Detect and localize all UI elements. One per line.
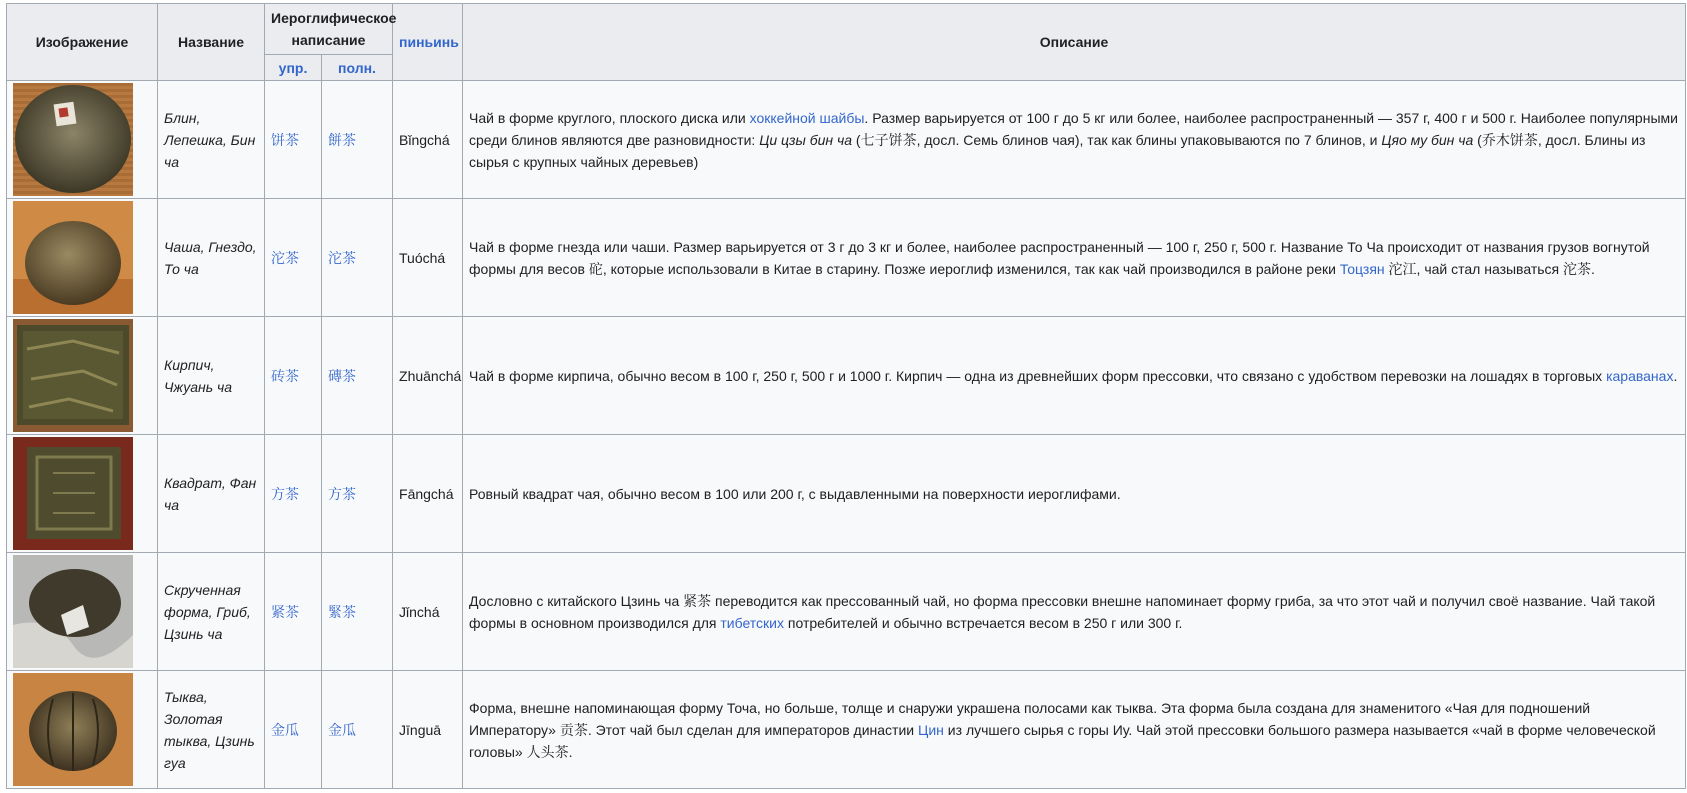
round-disc-tea-photo[interactable] xyxy=(13,83,133,196)
hockey-puck-link[interactable]: хоккейной шайбы xyxy=(749,109,865,126)
table-row xyxy=(7,435,1686,553)
desc-text: Дословно с китайского Цзинь ча 紧茶 переводится как прессованный чай, но форма прессовки внешне напоминает форму гриба, за что этот чай и получил своё название. Чай такой формы в основном производился для xyxy=(469,592,1656,631)
desc-text: Чай в форме кирпича, обычно весом в 100 г, 250 г, 500 г и 1000 г. Кирпич — одна из древнейших форм прессовки, что связано с удобством перевозки на лошадях в торговых xyxy=(469,367,1607,384)
table-row xyxy=(7,317,1686,435)
desc-text: 沱江, чай стал называться 沱茶. xyxy=(1384,260,1595,277)
traditional-cell[interactable]: 餅茶 xyxy=(322,81,393,199)
traditional-cell[interactable]: 金瓜 xyxy=(322,671,393,789)
desc-text: Чай в форме круглого, плоского диска или xyxy=(469,109,750,126)
description-cell xyxy=(463,317,1686,435)
description-cell xyxy=(463,553,1686,671)
brick-tea-photo[interactable] xyxy=(13,319,133,432)
name-cell: Кирпич, Чжуань ча xyxy=(158,317,265,435)
simplified-cell[interactable]: 沱茶 xyxy=(265,199,322,317)
pinyin-cell: Bǐngchá xyxy=(393,81,463,199)
desc-text: (乔木饼茶, досл. Блины из сырья с крупных чайных деревьев) xyxy=(469,131,1646,170)
table-row xyxy=(7,199,1686,317)
header-pinyin-link[interactable]: пиньинь xyxy=(399,34,459,50)
desc-italic: Ци цзы бин ча xyxy=(759,131,853,148)
table-row xyxy=(7,553,1686,671)
header-simplified[interactable] xyxy=(265,55,322,81)
traditional-cell[interactable]: 方茶 xyxy=(322,435,393,553)
description-cell xyxy=(463,81,1686,199)
name-cell: Блин, Лепешка, Бин ча xyxy=(158,81,265,199)
name-cell: Скрученная форма, Гриб, Цзинь ча xyxy=(158,553,265,671)
header-full-link[interactable]: полн. xyxy=(338,59,376,76)
simplified-cell[interactable]: 紧茶 xyxy=(265,553,322,671)
simplified-cell[interactable]: 方茶 xyxy=(265,435,322,553)
header-pinyin[interactable] xyxy=(393,4,463,81)
header-description[interactable]: Описание xyxy=(463,4,1686,81)
name-cell: Тыква, Золотая тыква, Цзинь гуа xyxy=(158,671,265,789)
desc-text: (七子饼茶, досл. Семь блинов чая), так как блины упаковываются по 7 блинов, и xyxy=(852,131,1382,148)
desc-text: . xyxy=(1673,367,1678,384)
pumpkin-tea-photo[interactable] xyxy=(13,673,133,786)
desc-text: Форма, внешне напоминающая форму Точа, но больше, толще и снаружи украшена полосами как тыква. Эта форма была создана для знаменитого «Чая для подношений Императору» 贡茶. Этот чай был сделан для императоров династии xyxy=(469,699,1591,738)
pinyin-cell: Zhuānchá xyxy=(393,317,463,435)
header-name[interactable]: Название xyxy=(158,4,265,81)
caravans-link[interactable]: караванах xyxy=(1606,367,1674,384)
pinyin-cell: Tuóchá xyxy=(393,199,463,317)
header-hieroglyphic: Иероглифическое написание xyxy=(265,4,393,55)
tuojiang-river-link[interactable]: Тоцзян xyxy=(1339,260,1385,277)
desc-text: потребителей и обычно встречается весом в 250 г или 300 г. xyxy=(784,614,1183,631)
tibetan-link[interactable]: тибетских xyxy=(720,614,784,631)
traditional-cell[interactable]: 緊茶 xyxy=(322,553,393,671)
image-cell xyxy=(7,199,158,317)
desc-text: . Размер варьируется от 100 г до 5 кг или более, наиболее распространенный — 357 г, 400 г и 500 г. Наиболее популярными среди блинов являются две разновидности: xyxy=(469,109,1678,148)
image-cell xyxy=(7,81,158,199)
qing-dynasty-link[interactable]: Цин xyxy=(918,721,944,738)
description-cell xyxy=(463,671,1686,789)
description-cell xyxy=(463,435,1686,553)
desc-text: из лучшего сырья с горы Иу. Чай этой прессовки большого размера называется «чай в форме человеческой головы» 人头茶. xyxy=(469,721,1656,760)
header-full[interactable] xyxy=(322,55,393,81)
traditional-cell[interactable]: 沱茶 xyxy=(322,199,393,317)
header-image[interactable]: Изображение xyxy=(7,4,158,81)
simplified-cell[interactable]: 饼茶 xyxy=(265,81,322,199)
name-cell: Квадрат, Фан ча xyxy=(158,435,265,553)
image-cell xyxy=(7,435,158,553)
pinyin-cell: Fāngchá xyxy=(393,435,463,553)
simplified-cell[interactable]: 金瓜 xyxy=(265,671,322,789)
desc-italic: Цяо му бин ча xyxy=(1381,131,1474,148)
tea-forms-table xyxy=(6,3,1686,789)
image-cell xyxy=(7,671,158,789)
traditional-cell[interactable]: 磚茶 xyxy=(322,317,393,435)
table-row xyxy=(7,81,1686,199)
image-cell xyxy=(7,553,158,671)
desc-text: Чай в форме гнезда или чаши. Размер варьируется от 3 г до 3 кг и более, наиболее распространенный — 100 г, 250 г, 500 г. Название То Ча происходит от названия грузов вогнутой формы для весов 砣, которые использовали в Китае в старину. Позже иероглиф изменился, так как чай производился в районе реки xyxy=(469,238,1650,277)
image-cell xyxy=(7,317,158,435)
desc-text: Ровный квадрат чая, обычно весом в 100 или 200 г, с выдавленными на поверхности иероглифами. xyxy=(469,485,1121,502)
name-cell: Чаша, Гнездо, То ча xyxy=(158,199,265,317)
simplified-cell[interactable]: 砖茶 xyxy=(265,317,322,435)
description-cell xyxy=(463,199,1686,317)
mushroom-tea-photo[interactable] xyxy=(13,555,133,668)
square-tea-photo[interactable] xyxy=(13,437,133,550)
nest-bowl-tea-photo[interactable] xyxy=(13,201,133,314)
pinyin-cell: Jīnguā xyxy=(393,671,463,789)
header-simplified-link[interactable]: упр. xyxy=(278,59,308,76)
table-row xyxy=(7,671,1686,789)
pinyin-cell: Jǐnchá xyxy=(393,553,463,671)
